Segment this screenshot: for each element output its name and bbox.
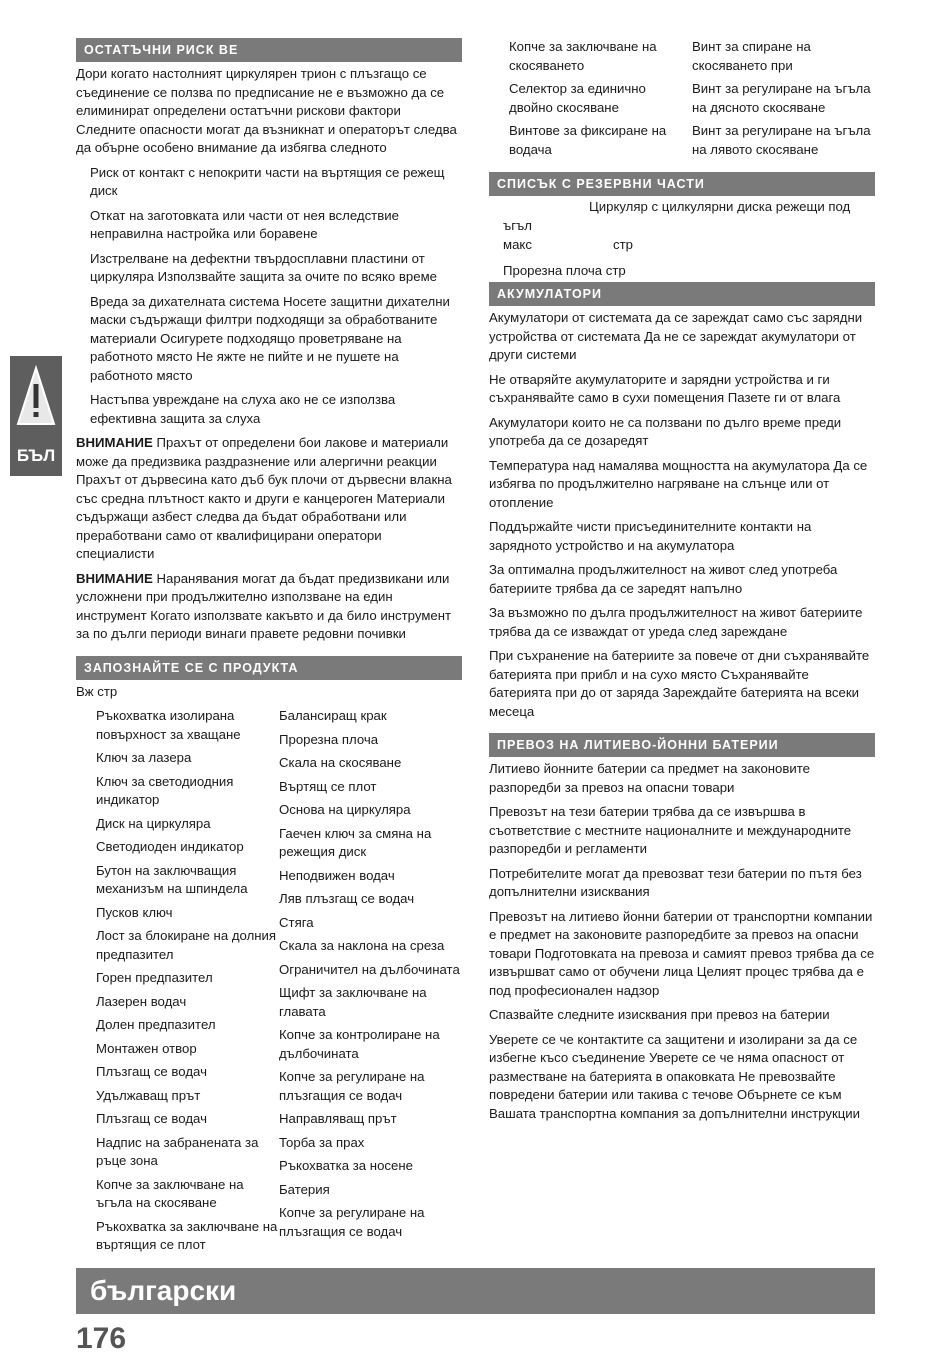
list-item: Долен предпазител <box>96 1017 216 1032</box>
left-column <box>76 38 462 1260</box>
list-item: Щифт за заключване на главата <box>279 985 427 1019</box>
list-item: Копче за регулиране на плъзгащия се водач <box>279 1205 425 1239</box>
risk-item: Изстрелване на дефектни твърдосплавни пластини от циркуляра Използвайте защита за очите по всяко време <box>90 250 437 284</box>
right-column <box>489 38 875 1129</box>
list-item: Стяга <box>279 914 314 930</box>
page-reference: Вж стр <box>76 683 118 699</box>
transport-paragraph: Спазвайте следните изисквания при превоз на батерии <box>489 1007 830 1022</box>
parts-column-d <box>692 38 875 164</box>
list-item: Лост за блокиране на долния предпазител <box>96 928 277 962</box>
warning-paragraph-2 <box>76 570 462 644</box>
list-item: Батерия <box>279 1181 330 1197</box>
spare-part-line: макс <box>503 237 532 252</box>
list-item: Надпис на забранената за ръце зона <box>96 1134 259 1168</box>
list-item: Винт за регулиране на ъгъла на дясното скосяване <box>692 81 871 115</box>
page-number: 176 <box>76 1322 127 1355</box>
warning-label: ВНИМАНИЕ <box>76 435 153 450</box>
list-item: Ключ за светодиодния индикатор <box>96 773 234 807</box>
risk-item: Настъпва увреждане на слуха ако не се използва ефективна защита за слуха <box>90 392 396 426</box>
battery-paragraph: Не отваряйте акумулаторите и зарядни устройства и ги съхранявайте само в сухи помещения Пазете ги от влага <box>489 371 841 405</box>
risk-item: Вреда за дихателната система Носете защитни дихателни маски съдържащи филтри подходящи за обработваните материали Осигурете подходящо проветряване на работното място Не яжте не пийте и не пушете на работното място <box>90 293 450 383</box>
transport-paragraph: Превозът на литиево йонни батерии от транспортни компании е предмет на законовите разпоредбите за превоз на опасни товари Подготовката на превоза и самият превоз трябва да се извършват само от обучени лица Целият процес трябва да е под професионален надзор <box>489 908 875 998</box>
spare-part-line: Прорезна плоча стр <box>503 263 626 278</box>
list-item: Ляв плъзгащ се водач <box>279 891 415 906</box>
warning-label: ВНИМАНИЕ <box>76 570 153 586</box>
list-item: Копче за контролиране на дълбочината <box>279 1027 440 1061</box>
list-item: Гаечен ключ за смяна на режещия диск <box>279 825 432 859</box>
transport-paragraph: Превозът на тези батерии трябва да се извършва в съответствие с местните националните и международните разпоредби и регламенти <box>489 804 852 856</box>
warning-triangle-icon <box>16 364 56 434</box>
list-item: Ключ за лазера <box>96 750 192 765</box>
warning-text: Наранявания могат да бъдат предизвикани или усложнени при продължително използване на един инструмент Когато използвате какъвто и да било инструмент за по дълги периоди винаги правете редовни почивки <box>76 570 452 641</box>
battery-paragraph: Поддържайте чисти присъединителните контакти на зарядното устройство и на акумулатора <box>489 519 812 553</box>
parts-list-continued <box>489 38 875 164</box>
section-header-spare-parts: СПИСЪК С РЕЗЕРВНИ ЧАСТИ <box>489 172 875 196</box>
list-item: Ръкохватка за заключване на въртящия се плот <box>96 1218 278 1252</box>
list-item: Ръкохватка изолирана повърхност за хващане <box>96 708 241 742</box>
list-item: Прорезна плоча <box>279 731 379 747</box>
list-item: Направляващ прът <box>279 1111 397 1126</box>
list-item: Монтажен отвор <box>96 1040 197 1056</box>
list-item: Основа на циркуляра <box>279 802 411 817</box>
list-item: Плъзгащ се водач <box>96 1111 207 1126</box>
language-footer-bar: български <box>76 1268 875 1314</box>
language-tab <box>10 356 62 476</box>
section-header-batteries: АКУМУЛАТОРИ <box>489 282 875 306</box>
section-header-get-to-know: ЗАПОЗНАЙТЕ СЕ С ПРОДУКТА <box>76 656 462 680</box>
transport-paragraph: Литиево йонните батерии са предмет на законовите разпоредби за превоз на опасни товари <box>489 761 810 795</box>
transport-paragraph: Уверете се че контактите са защитени и изолирани за да се избегне късо съединение Уверете се че няма опасност от разместване на батерията в опаковката Не превозвайте повредени батерии или такива с течове Обърнете се към Вашата транспортна компания за допълнителни инструкции <box>489 1031 861 1121</box>
section-header-li-ion-transport: ПРЕВОЗ НА ЛИТИЕВО-ЙОННИ БАТЕРИИ <box>489 733 875 757</box>
list-item: Скала на скосяване <box>279 755 402 770</box>
list-item: Плъзгащ се водач <box>96 1064 207 1079</box>
list-item: Въртящ се плот <box>279 778 377 794</box>
list-item: Удължаващ прът <box>96 1087 201 1103</box>
transport-paragraph: Потребителите могат да превозват тези батерии по пътя без допълнителни изисквания <box>489 865 862 899</box>
list-item: Неподвижен водач <box>279 867 395 883</box>
warning-paragraph-1 <box>76 434 462 564</box>
residual-risks-intro: Дори когато настолният циркулярен трион с плъзгащо се съединение се ползва по предписание не е възможно да се елиминират определени остатъчни рискови фактори Следните опасности могат да възникнат и операторът следва да обърне особено внимание да избягва следното <box>76 66 457 155</box>
battery-paragraph: Акумулатори които не са ползвани по дълго време преди употреба да се дозаредят <box>489 414 842 448</box>
list-item: Горен предпазител <box>96 970 213 985</box>
list-item: Копче за заключване на скосяването <box>509 39 657 73</box>
list-item: Копче за заключване на ъгъла на скосяване <box>96 1176 244 1210</box>
spare-part-line: Циркуляр с цилкулярни диска режещи под <box>589 199 851 214</box>
list-item: Торба за прах <box>279 1134 365 1150</box>
list-item: Винтове за фиксиране на водача <box>509 123 667 157</box>
battery-paragraph: Температура над намалява мощността на акумулатора Да се избягва по продължително нагряване на слънце или от отопление <box>489 457 868 510</box>
battery-paragraph: Акумулатори от системата да се зареждат само със зарядни устройства от системата Да не се зареждат акумулатори от други системи <box>489 310 863 362</box>
list-item: Пусков ключ <box>96 904 173 920</box>
list-item: Скала за наклона на среза <box>279 938 445 953</box>
list-item: Винт за регулиране на ъгъла на лявото скосяване <box>692 123 871 157</box>
list-item: Ръкохватка за носене <box>279 1158 413 1173</box>
risk-item: Откат на заготовката или части от нея вследствие неправилна настройка или боравене <box>90 207 399 241</box>
list-item: Ограничител на дълбочината <box>279 961 460 977</box>
parts-column-a <box>96 707 279 1260</box>
list-item: Лазерен водач <box>96 993 187 1009</box>
language-tab-label: БЪЛ <box>16 446 56 465</box>
list-item: Селектор за единично двойно скосяване <box>509 81 646 115</box>
list-item: Диск на циркуляра <box>96 815 211 831</box>
warning-text: Прахът от определени бои лакове и материали може да предизвика раздразнение или алергични реакции Прахът от дървесина като дъб бук плочи от дървесни влакна със средна плътност както и други е канцероген Материали съдържащи азбест следва да бъдат обработвани или преработвани само от квалифицирани оператори специалисти <box>76 435 452 561</box>
list-item: Бутон на заключващия механизъм на шпиндела <box>96 862 248 896</box>
spare-part-line: ъгъл <box>503 218 532 233</box>
battery-paragraph: За възможно по дълга продължителност на живот батериите трябва да се изваждат от уреда след зареждане <box>489 605 863 639</box>
risk-item: Риск от контакт с непокрити части на въртящия се режещ диск <box>90 164 445 198</box>
parts-column-c <box>509 38 692 164</box>
list-item: Копче за регулиране на плъзгащия се водач <box>279 1069 425 1103</box>
list-item: Винт за спиране на скосяването при <box>692 39 811 73</box>
spare-part-line: стр <box>613 237 633 252</box>
battery-paragraph: При съхранение на батериите за повече от дни съхранявайте батерията при прибл и на сухо място Съхранявайте батерията при до от заряда Зареждайте батерията на всеки месеца <box>489 648 870 719</box>
parts-column-b <box>279 707 462 1260</box>
section-header-residual-risks: ОСТАТЪЧНИ РИСК ВЕ <box>76 38 462 62</box>
spare-parts-block <box>489 196 875 282</box>
battery-paragraph: За оптимална продължителност на живот след употреба батериите трябва да се заредят напълно <box>489 562 838 596</box>
list-item: Балансиращ крак <box>279 708 387 723</box>
list-item: Светодиоден индикатор <box>96 839 244 854</box>
parts-list <box>76 707 462 1260</box>
